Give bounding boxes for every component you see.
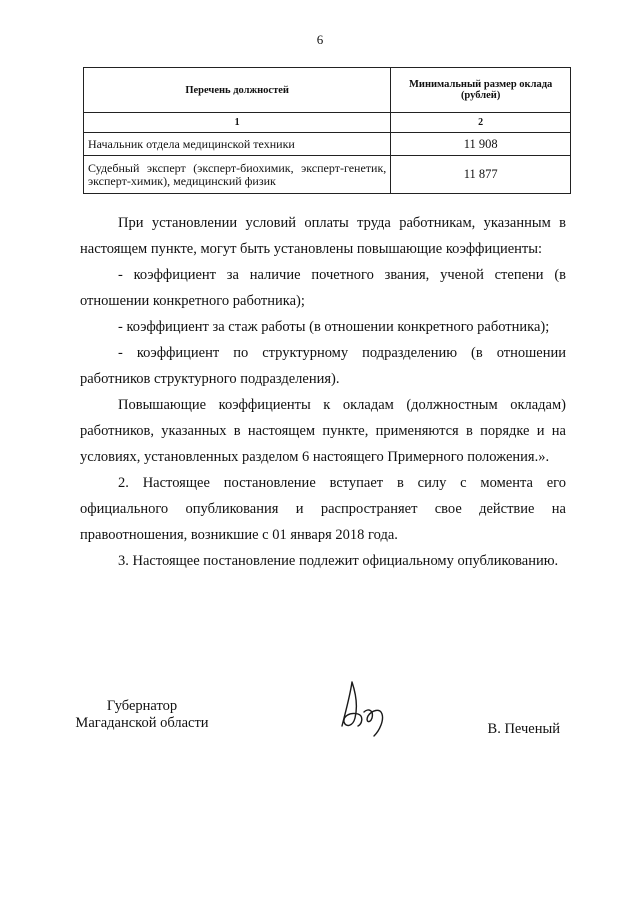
paragraph: 3. Настоящее постановление подлежит официальному опубликованию. <box>118 553 559 569</box>
page-number: 6 <box>316 32 324 47</box>
paragraph: При установлении условий оплаты труда работникам, указанным в настоящем пункте, могут быть установлены повышающие коэффициенты: <box>80 215 566 257</box>
signature-block <box>70 698 568 758</box>
table-row <box>84 133 571 156</box>
index-cell-2: 2 <box>391 113 571 133</box>
header-min-salary: Минимальный размер оклада (рублей) <box>391 68 571 113</box>
table-index-row <box>84 113 571 133</box>
signatory-title-line-2: Магаданской области <box>75 715 209 731</box>
table-header-row <box>84 68 571 113</box>
salary-value: 11 908 <box>391 133 571 156</box>
body-text <box>80 210 566 574</box>
salary-table <box>83 67 571 194</box>
position-name: Начальник отдела медицинской техники <box>84 133 391 156</box>
salary-value: 11 877 <box>391 156 571 194</box>
paragraph: - коэффициент за наличие почетного звания, ученой степени (в отношении конкретного работника); <box>80 267 566 309</box>
signatory-title-line-1: Губернатор <box>106 698 178 714</box>
paragraph: 2. Настоящее постановление вступает в силу с момента его официального опубликования и распространяет свое действие на правоотношения, возникшие с 01 января 2018 года. <box>80 475 566 543</box>
header-positions: Перечень должностей <box>84 68 391 113</box>
signatory-name: В. Печеный <box>487 721 560 737</box>
paragraph: Повышающие коэффициенты к окладам (должностным окладам) работников, указанных в настоящем пункте, применяются в порядке и на условиях, установленных разделом 6 настоящего Примерного положения.». <box>80 397 566 465</box>
paragraph: - коэффициент по структурному подразделению (в отношении работников структурного подразделения). <box>80 345 566 387</box>
position-name: Судебный эксперт (эксперт-биохимик, эксперт-генетик, эксперт-химик), медицинский физик <box>84 156 391 194</box>
table-row <box>84 156 571 194</box>
signatory-title <box>70 698 214 732</box>
paragraph: - коэффициент за стаж работы (в отношении конкретного работника); <box>118 319 550 335</box>
index-cell-1: 1 <box>84 113 391 133</box>
handwritten-signature <box>334 678 404 740</box>
